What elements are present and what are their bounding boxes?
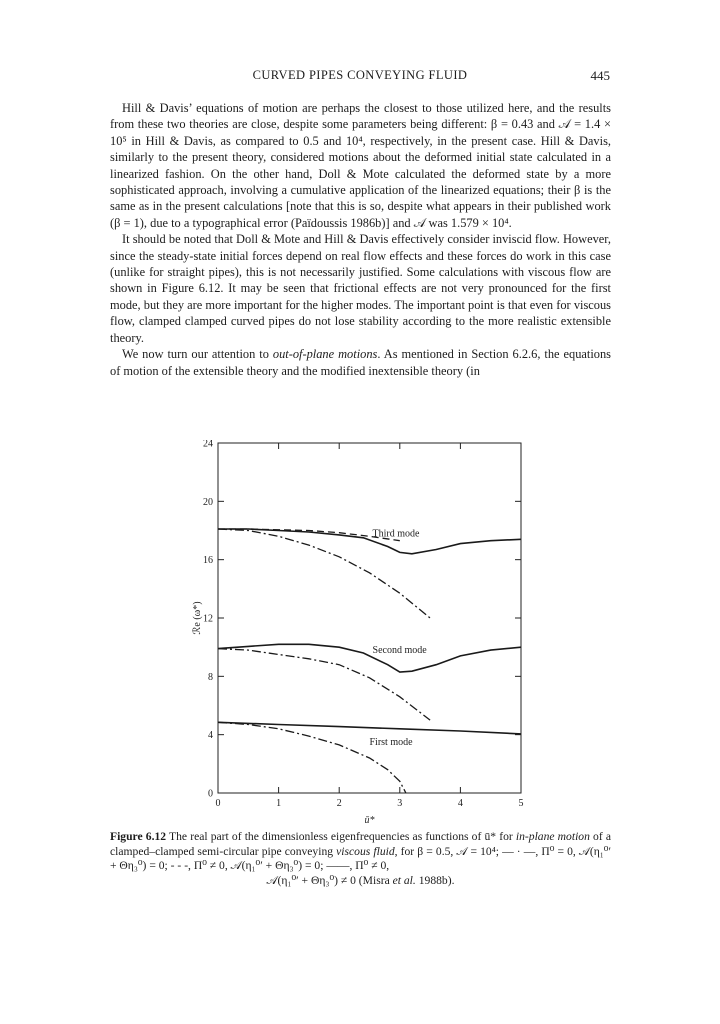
body-text: [110, 100, 611, 379]
series-line-3: [218, 644, 521, 672]
paragraph-3-text: We now turn our attention to out-of-plane motions. As mentioned in Section 6.2.6, the equations of motion of the extensible theory and the modified inextensible theory (in: [110, 347, 611, 378]
x-tick-label: 3: [397, 798, 403, 809]
caption-year: 1988b).: [418, 873, 455, 887]
mode-annotation: Third mode: [372, 528, 420, 540]
paragraph: It should be noted that Doll & Mote and Hill & Davis effectively consider inviscid flow. However, since the steady-state initial forces depend on real flow effects and these forces do work in this case (unlike for straight pipes), this is not necessarily justified. Some calculations with viscous flow are shown in Figure 6.12. It may be seen that frictional effects are not very pronounced for the first mode, but they are more important for the higher modes. The important point is that even for viscous flow, clamped clamped curved pipes do not lose stability according to the more realistic extensible theory.: [110, 232, 611, 345]
mode-annotation: Second mode: [372, 645, 427, 656]
chart-svg: [190, 440, 550, 825]
x-tick-label: 2: [336, 798, 342, 809]
mode-annotation: First mode: [369, 736, 413, 748]
x-tick-label: 4: [457, 798, 463, 809]
y-tick-label: 0: [208, 788, 213, 800]
page-header: [110, 68, 610, 86]
caption-et-al: et al.: [392, 873, 416, 887]
series-line-4: [218, 649, 430, 721]
emphasis: out-of-plane motions: [272, 347, 378, 362]
eigenfrequency-chart: [190, 440, 550, 830]
x-tick-label: 0: [215, 798, 221, 809]
caption-line-2: of a clamped–clamped semi-circular pipe conveying: [110, 830, 611, 858]
figure-label: Figure 6.12: [110, 830, 167, 843]
series-line-2: [218, 529, 430, 618]
caption-legend-end: 𝒜(η₁⁰′ + Θη₃⁰) ≠ 0 (Misra: [266, 873, 390, 887]
y-tick-label: 20: [203, 496, 213, 508]
y-axis-label: ℛe (ω*): [192, 601, 203, 635]
paragraph: Hill & Davis’ equations of motion are perhaps the closest to those utilized here, and the results from these two theories are close, despite some parameters being different: β = 0.43 and 𝒜 = 1.4 × 10⁵ in Hill & Davis, as compared to 0.5 and 10⁴, respectively, in the present case. Hill & Davis, similarly to the present theory, considered motions about the deformed initial state calculated in a linearized fashion. On the other hand, Doll & Mote calculated the deformed state by a more sophisticated approach, involving a cumulative application of the linearized equations; their β is the same as in the present calculations [note that this is so, despite what appears in their published work (β = 1), due to a typographical error (Païdoussis 1986b)] and 𝒜 was 1.579 × 10⁴.: [110, 101, 611, 230]
caption-params: , for β = 0.5,: [394, 844, 454, 858]
caption-last-line: [110, 874, 611, 889]
figure-caption: [110, 830, 611, 888]
caption-viscous: viscous fluid: [336, 844, 395, 858]
y-tick-label: 8: [208, 671, 213, 683]
page-number: 445: [590, 68, 610, 83]
y-tick-label: 16: [203, 555, 213, 567]
series-line-5: [218, 722, 521, 734]
running-title: CURVED PIPES CONVEYING FLUID: [252, 68, 468, 82]
x-axis-label: ū*: [364, 815, 375, 825]
series-line-6: [218, 722, 406, 793]
y-tick-label: 24: [203, 440, 213, 450]
y-tick-label: 4: [208, 730, 213, 742]
series-line-0: [218, 529, 521, 554]
caption-in-plane: in-plane motion: [515, 830, 590, 843]
y-tick-label: 12: [203, 613, 213, 625]
caption-line-1: The real part of the dimensionless eigenfrequencies as functions of ū* for: [169, 830, 513, 843]
x-tick-label: 1: [276, 798, 282, 809]
paragraph-3: [110, 346, 611, 379]
x-tick-label: 5: [518, 798, 524, 809]
caption-legend: 𝒜 = 10⁴; — · —, Π⁰ = 0, 𝒜(η₁⁰′ + Θη₃⁰) = 0; - - -, Π⁰ ≠ 0, 𝒜(η₁⁰′ + Θη₃⁰) = 0; ——, Π⁰ ≠ 0,: [110, 844, 611, 872]
